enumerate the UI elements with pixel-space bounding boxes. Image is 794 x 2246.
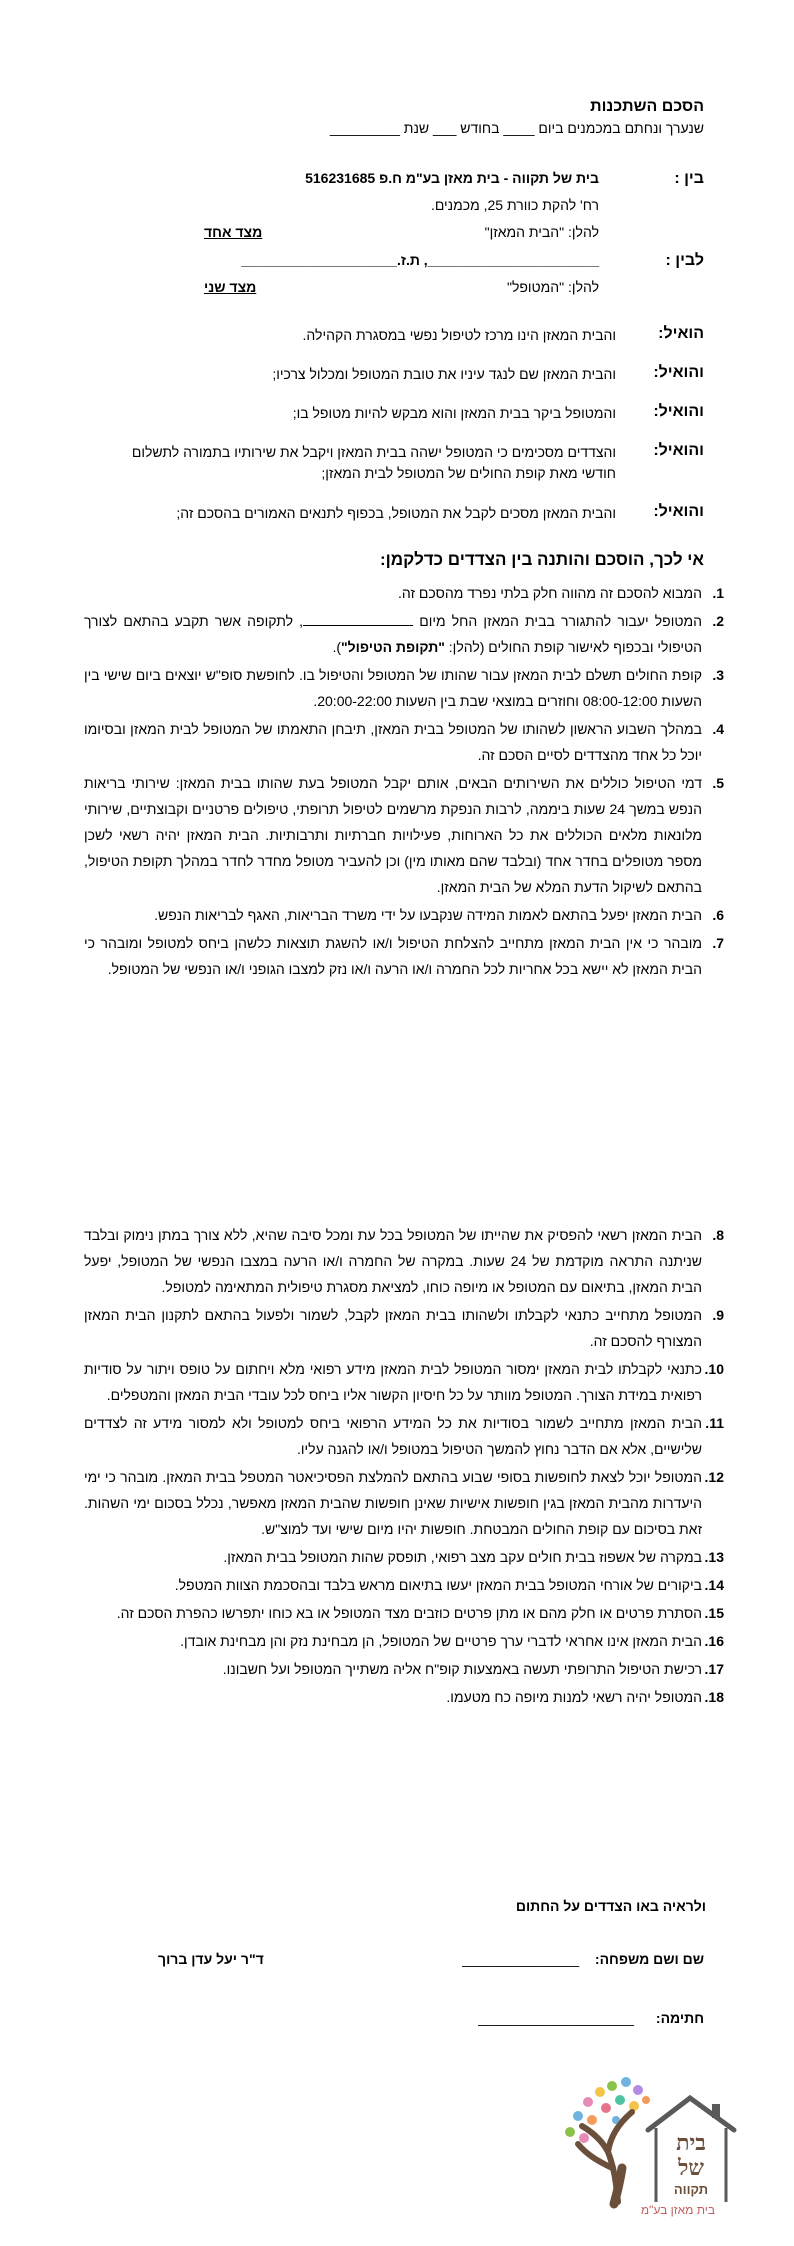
whereas-text: והבית המאזן הינו מרכז לטיפול נפשי במסגרת הקהילה. bbox=[302, 327, 616, 343]
whereas-text: והצדדים מסכימים כי המטופל ישהה בבית המאזן ויקבל את שירותיו בתמורה לתשלום חודשי מאת קופת החולים של המטופל לבית המאזן; bbox=[131, 444, 616, 481]
clause-item bbox=[84, 1410, 724, 1462]
clause-number: 13. bbox=[704, 1549, 724, 1565]
party-b-label: לבין : bbox=[665, 252, 704, 269]
party-b-id-line: ______________________, ת.ז.____________________ bbox=[241, 252, 599, 268]
whereas-label: והואיל: bbox=[653, 503, 704, 520]
clause-item bbox=[84, 1356, 724, 1408]
clause-number: 15. bbox=[704, 1605, 724, 1621]
clause-number: 1. bbox=[712, 585, 724, 601]
clause-item bbox=[84, 1464, 724, 1542]
logo-line-2: של bbox=[678, 2155, 704, 2180]
party-b-side: מצד שני bbox=[204, 279, 257, 295]
signature-input[interactable]: ____________________ bbox=[478, 2010, 634, 2026]
clause-number: 11. bbox=[705, 1415, 724, 1431]
clause-text: קופת החולים תשלם לבית המאזן עבור שהותו של המטופל והטיפול בו. לחופשת סופ"ש יוצאים ביום שישי בין השעות 08:00-12:00 וחוזרים במוצאי שבת בין השעות 20:00-22:00. bbox=[84, 667, 702, 709]
party-b-alias: להלן: "המטופל" bbox=[506, 279, 599, 295]
clause-text: דמי הטיפול כוללים את השירותים הבאים, אותם יקבל המטופל בעת שהותו בבית המאזן: שירותי בריאות הנפש במשך 24 שעות ביממה, לרבות הנפקת מרשמים לטיפול תרופתי, טיפולים פרטניים וקבוצתיים, שירותי מלונאות מלאים הכוללים את כל הארוחות, פעילויות חברתיות ותרבותיות. הבית המאזן יהיה רשאי לשכן מספר מטופלים בחדר אחד (ובלבד שהם מאותו מין) וכן להעביר מטופל מחדר לחדר במהלך תקופת הטיפול, בהתאם לשיקול הדעת המלא של הבית המאזן. bbox=[84, 775, 702, 895]
clause-item bbox=[84, 1656, 724, 1682]
clause-number: 18. bbox=[704, 1689, 724, 1705]
document-title: הסכם השתכנות bbox=[590, 98, 704, 115]
clause-text-part: המטופל יעבור להתגורר בבית המאזן החל מיום bbox=[413, 613, 702, 629]
clause-number: 9. bbox=[712, 1307, 724, 1323]
doctor-name: ד"ר יעל עדן ברוך bbox=[158, 1951, 264, 1967]
logo-line-3: תקווה bbox=[673, 2182, 709, 2197]
whereas-text: והבית המאזן שם לנגד עיניו את טובת המטופל ומכלול צרכיו; bbox=[272, 366, 616, 382]
tree-house-logo-icon bbox=[548, 2072, 748, 2222]
party-a-label: בין : bbox=[674, 170, 704, 187]
whereas-label: והואיל: bbox=[653, 442, 704, 459]
clause-number: 8. bbox=[712, 1227, 724, 1243]
clause-text: כתנאי לקבלתו לבית המאזן ימסור המטופל לבית המאזן מידע רפואי מלא ויחתום על טופס ויתור על סודיות רפואית במידת הצורך. המטופל מוותר על כל חיסיון הקשור אליו ביחס לכל עובדי הבית המאזן והמטפלים. bbox=[84, 1361, 702, 1403]
clause-item bbox=[84, 770, 724, 900]
party-a-side: מצד אחד bbox=[204, 224, 263, 240]
clause-number: 12. bbox=[704, 1469, 724, 1485]
party-a-address: רח' להקת כוורת 25, מכמנים. bbox=[430, 197, 599, 213]
clause-number: 3. bbox=[712, 667, 724, 683]
start-date-blank[interactable] bbox=[303, 625, 413, 626]
clause-item bbox=[84, 930, 724, 982]
clause-text: המבוא להסכם זה מהווה חלק בלתי נפרד מהסכם זה. bbox=[398, 585, 702, 601]
clause-number: 16. bbox=[704, 1633, 724, 1649]
clause-text bbox=[84, 608, 702, 660]
clause-number: 4. bbox=[712, 721, 724, 737]
agreement-section-title: אי לכך, הוסכם והותנה בין הצדדים כדלקמן: bbox=[379, 550, 704, 569]
clause-text: ביקורים של אורחי המטופל בבית המאזן יעשו בתיאום מראש בלבד ובהסכמת הצוות המטפל. bbox=[174, 1577, 702, 1593]
clause-item bbox=[84, 662, 724, 714]
clause-text: רכישת הטיפול התרופתי תעשה באמצעות קופ"ח אליה משתייך המטופל ועל חשבונו. bbox=[222, 1661, 702, 1677]
clause-text: המטופל יהיה רשאי למנות מיופה כח מטעמו. bbox=[446, 1689, 702, 1705]
clause-text: הסתרת פרטים או חלק מהם או מתן פרטים כוזבים מצד המטופל או בא כוחו יתפרשו כהפרת הסכם זה. bbox=[116, 1605, 702, 1621]
whereas-item bbox=[96, 442, 704, 484]
name-input[interactable]: _______________ bbox=[462, 1951, 579, 1967]
party-a-alias: להלן: "הבית המאזן" bbox=[484, 224, 599, 240]
whereas-item bbox=[96, 403, 704, 424]
clause-item bbox=[84, 1572, 724, 1598]
clause-text: הבית המאזן אינו אחראי לדברי ערך פרטיים של המטופל, הן מבחינת נזק והן מבחינת אובדן. bbox=[180, 1633, 702, 1649]
clause-number: 10. bbox=[704, 1361, 724, 1377]
clause-text: במהלך השבוע הראשון לשהותו של המטופל בבית המאזן, תיבחן התאמתו של המטופל לבית המאזן ובסיומו יוכל כל אחד מהצדדים לסיים הסכם זה. bbox=[84, 721, 702, 763]
clause-item bbox=[84, 716, 724, 768]
clauses-list-page-2 bbox=[84, 1222, 724, 1712]
clause-text: הבית המאזן רשאי להפסיק את שהייתו של המטופל בכל עת ומכל סיבה שהיא, ללא צורך במתן נימוק ובלבד שניתנה התראה מוקדמת של 24 שעות. במקרה של החמרה ו/או הרעה במצבו הנפשי של המטופל, יפעל הבית המאזן, בתיאום עם המטופל או מיופה כוחו, למציאת מסגרת טיפולית המתאימה למטופל. bbox=[84, 1227, 702, 1295]
clause-text: מובהר כי אין הבית המאזן מתחייב להצלחת הטיפול ו/או להשגת תוצאות כלשהן ביחס למטופל ומובהר כי הבית המאזן לא יישא בכל אחריות לכל החמרה ו/או הרעה ו/או נזק למצבו הגופני ו/או הנפשי של המטופל. bbox=[84, 935, 702, 977]
clause-item bbox=[84, 608, 724, 660]
clause-text: המטופל יוכל לצאת לחופשות בסופי שבוע בהתאם להמלצת הפסיכיאטר המטפל בבית המאזן. מובהר כי ימי היעדרות מהבית המאזן בגין חופשות אישיות שאינן חופשות שהבית המאזן מאפשר, נכלל בסכום ימי השהות. זאת בסיכום עם קופת החולים המבטחת. חופשות יהיו מיום שישי ועד למוצ"ש. bbox=[84, 1469, 702, 1537]
clause-number: 17. bbox=[704, 1661, 724, 1677]
clause-number: 2. bbox=[712, 613, 724, 629]
clause-item bbox=[84, 1684, 724, 1710]
whereas-label: הואיל: bbox=[658, 325, 704, 342]
whereas-text: והבית המאזן מסכים לקבל את המטופל, בכפוף לתנאים האמורים בהסכם זה; bbox=[176, 505, 616, 521]
clause-item bbox=[84, 1222, 724, 1300]
clause-item bbox=[84, 1600, 724, 1626]
clause-text: הבית המאזן יפעל בהתאם לאמות המידה שנקבעו על ידי משרד הבריאות, האגף לבריאות הנפש. bbox=[154, 907, 702, 923]
whereas-item bbox=[96, 325, 704, 346]
whereas-text: והמטופל ביקר בבית המאזן והוא מבקש להיות מטופל בו; bbox=[292, 405, 616, 421]
clause-text-part: , לתקופה אשר תקבע בהתאם לצורך הטיפולי ובכפוף לאישור קופת החולים (להלן: bbox=[84, 613, 702, 655]
document-subtitle: שנערך ונחתם במכמנים ביום ____ בחודש ___ שנת _________ bbox=[329, 120, 704, 136]
clause-number: 5. bbox=[712, 775, 724, 791]
logo-line-1: בית bbox=[676, 2130, 706, 2155]
clause-item bbox=[84, 1544, 724, 1570]
company-logo bbox=[548, 2072, 748, 2222]
clause-text: המטופל מתחייב כתנאי לקבלתו ולשהותו בבית המאזן לקבל, לשמור ולפעול בהתאם לתקנון הבית המאזן המצורף להסכם זה. bbox=[84, 1307, 702, 1349]
clauses-list-page-1 bbox=[84, 580, 724, 984]
signature-label: חתימה: bbox=[655, 2010, 704, 2026]
clause-text-part: ). bbox=[332, 639, 342, 655]
clause-item bbox=[84, 902, 724, 928]
clause-number: 6. bbox=[712, 907, 724, 923]
name-label: שם ושם משפחה: bbox=[594, 1951, 704, 1967]
treatment-period-term: "תקופת הטיפול" bbox=[341, 639, 445, 655]
whereas-item bbox=[96, 364, 704, 385]
signature-intro: ולראיה באו הצדדים על החתום bbox=[515, 1898, 706, 1914]
clause-item bbox=[84, 1628, 724, 1654]
clause-item bbox=[84, 1302, 724, 1354]
party-a-name: בית של תקווה - בית מאזן בע"מ ח.פ 516231685 bbox=[305, 170, 599, 186]
clause-number: 7. bbox=[712, 935, 724, 951]
clause-item bbox=[84, 580, 724, 606]
clause-number: 14. bbox=[704, 1577, 724, 1593]
clause-text: במקרה של אשפוז בבית חולים עקב מצב רפואי, תופסק שהות המטופל בבית המאזן. bbox=[223, 1549, 702, 1565]
clause-text: הבית המאזן מתחייב לשמור בסודיות את כל המידע הרפואי ביחס למטופל ולא למסור מידע זה לצדדים שלישיים, אלא אם הדבר נחוץ להמשך הטיפול במטופל ו/או להגנה עליו. bbox=[84, 1415, 702, 1457]
logo-tagline: בית מאזן בע"מ bbox=[640, 2203, 716, 2217]
whereas-item bbox=[96, 503, 704, 524]
whereas-label: והואיל: bbox=[653, 403, 704, 420]
whereas-label: והואיל: bbox=[653, 364, 704, 381]
